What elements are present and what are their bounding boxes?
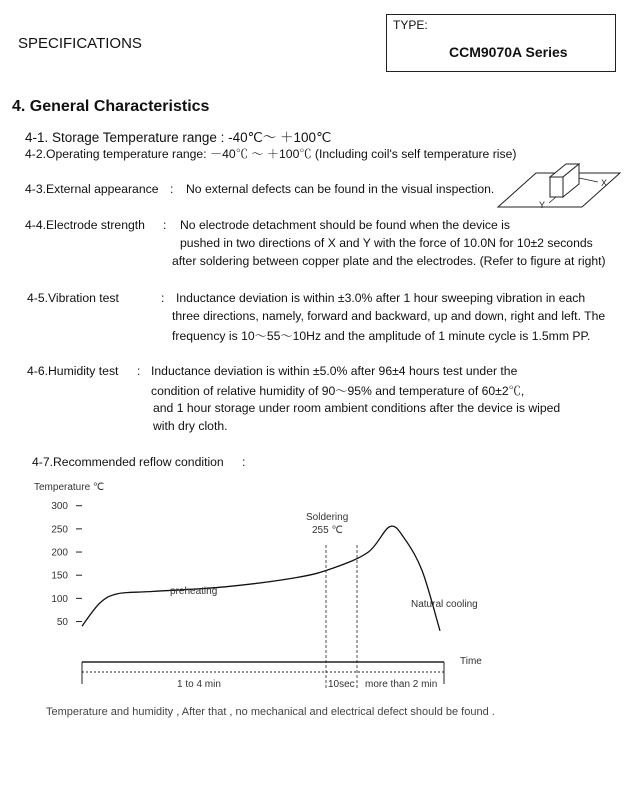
electrode-line-3: after soldering between copper plate and the electrodes. (Refer to figure at right): [172, 254, 606, 268]
vibration-colon: :: [161, 291, 165, 305]
electrode-line-1: No electrode detachment should be found when the device is: [180, 218, 510, 232]
type-label: TYPE:: [393, 18, 428, 32]
operating-temperature: 4-2.Operating temperature range: －40℃ ～ ＋100℃ (Including coil's self temperature rise): [25, 147, 517, 161]
humidity-line-1: Inductance deviation is within ±5.0% after 96±4 hours test under the: [151, 364, 518, 378]
appearance-label: 4-3.External appearance: [25, 182, 159, 196]
appearance-text: No external defects can be found in the visual inspection.: [186, 182, 495, 196]
y-tick-label: 300: [51, 501, 68, 513]
x-arrow: [579, 178, 598, 182]
natural-cooling-label: Natural cooling: [411, 599, 478, 610]
y-tick-label: 250: [51, 524, 68, 536]
vibration-line-2: three directions, namely, forward and backward, up and down, right and left. The: [172, 309, 606, 323]
electrode-label: 4-4.Electrode strength: [25, 218, 145, 232]
segment-preheat-label: 1 to 4 min: [177, 679, 221, 690]
electrode-strength-figure: [494, 160, 624, 212]
y-arrow: [549, 197, 556, 203]
device-front-face: [550, 177, 563, 197]
y-tick-label: 50: [56, 617, 68, 629]
type-value: CCM9070A Series: [449, 44, 568, 60]
segment-soldering-label: 10sec: [328, 679, 355, 690]
peak-temperature-label: 255 ℃: [312, 525, 343, 536]
humidity-colon: :: [137, 364, 141, 378]
segment-cooling-label: more than 2 min: [365, 679, 438, 690]
humidity-line-3: and 1 hour storage under room ambient conditions after the device is wiped: [153, 401, 561, 415]
reflow-label: 4-7.Recommended reflow condition: [32, 455, 224, 469]
y-axis-ticks: [51, 501, 82, 628]
type-box: [386, 14, 616, 72]
vibration-line-3: frequency is 10～55～10Hz and the amplitude of 1 minute cycle is 1.5mm PP.: [172, 329, 591, 343]
appearance-colon: :: [170, 182, 174, 196]
vibration-line-1: Inductance deviation is within ±3.0% after 1 hour sweeping vibration in each: [176, 291, 586, 305]
vibration-label: 4-5.Vibration test: [27, 291, 119, 305]
section-title: 4. General Characteristics: [12, 98, 210, 115]
humidity-line-4: with dry cloth.: [153, 419, 228, 433]
x-axis-label: X: [601, 178, 608, 188]
y-axis-title: Temperature ℃: [34, 482, 105, 493]
y-tick-label: 200: [51, 547, 68, 559]
storage-temperature: 4-1. Storage Temperature range : -40℃～ ＋100℃: [25, 130, 332, 145]
electrode-line-2: pushed in two directions of X and Y with the force of 10.0N for 10±2 seconds: [180, 236, 593, 250]
y-axis-label: Y: [539, 200, 546, 210]
page-header-title: SPECIFICATIONS: [18, 35, 142, 52]
footnote: Temperature and humidity , After that , no mechanical and electrical defect should be found .: [46, 706, 495, 718]
reflow-colon: :: [242, 455, 246, 469]
humidity-line-2: condition of relative humidity of 90～95% and temperature of 60±2℃,: [151, 384, 525, 398]
reflow-profile-curve: [82, 526, 440, 631]
electrode-colon: :: [163, 218, 167, 232]
time-axis-label: Time: [460, 656, 482, 667]
soldering-label: Soldering: [306, 512, 349, 523]
reflow-chart: [0, 470, 637, 695]
preheating-label: preheating: [170, 586, 218, 597]
y-tick-label: 100: [51, 593, 68, 605]
y-tick-label: 150: [51, 570, 68, 582]
humidity-label: 4-6.Humidity test: [27, 364, 119, 378]
